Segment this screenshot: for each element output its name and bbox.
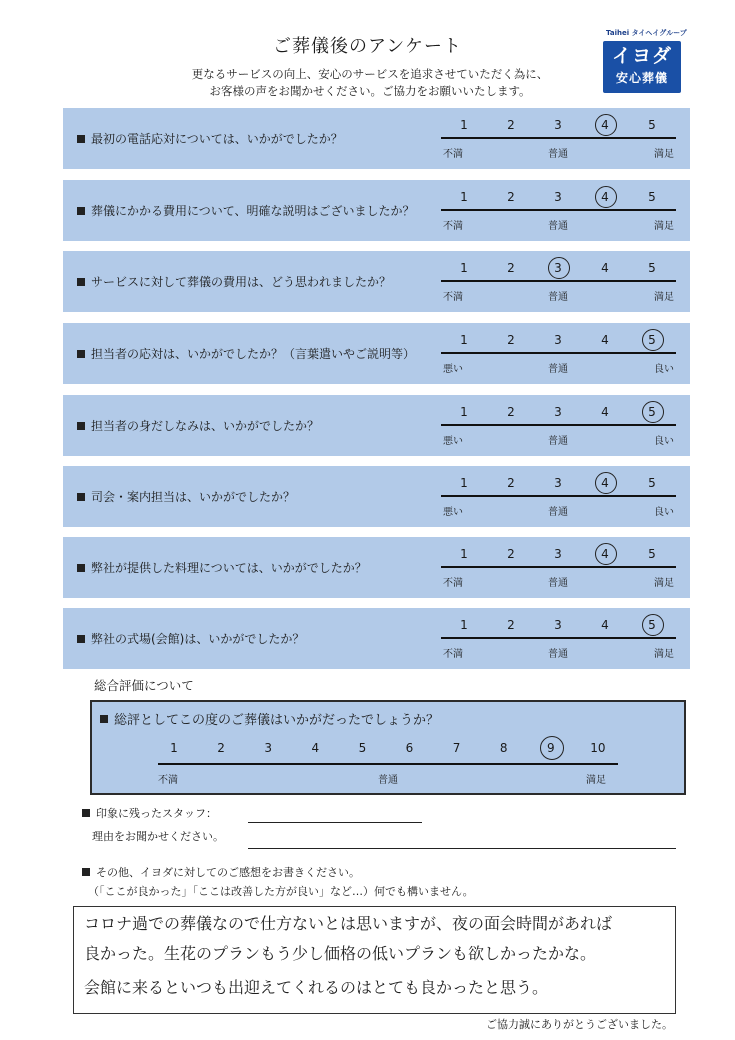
- selected-rating-circle: [595, 186, 617, 208]
- question-panel: [63, 180, 690, 241]
- intro-text: [150, 66, 590, 100]
- scale-low-label: 悪い: [443, 507, 463, 518]
- overall-rating-option-7[interactable]: 7: [452, 741, 461, 755]
- logo-sub-text: 安心葬儀: [615, 71, 668, 85]
- rating-option-3[interactable]: 3: [554, 547, 562, 561]
- logo-badge: [603, 41, 681, 93]
- scale-line: [441, 352, 676, 354]
- rating-option-3[interactable]: 3: [554, 618, 562, 632]
- bullet-square-icon: [77, 278, 85, 286]
- staff-label-text: 印象に残ったスタッフ：: [96, 807, 217, 820]
- rating-scale: [441, 395, 676, 456]
- rating-option-5[interactable]: 5: [648, 190, 656, 204]
- bullet-square-icon: [100, 715, 108, 723]
- selected-rating-circle: [595, 543, 617, 565]
- scale-mid-label: 普通: [548, 364, 568, 375]
- overall-scale-high-label: 満足: [586, 775, 606, 786]
- rating-option-4[interactable]: 4: [601, 261, 609, 275]
- bullet-square-icon: [82, 809, 90, 817]
- question-label: [77, 559, 367, 576]
- logo-group-text: Taihei タイヘイグループ: [606, 29, 687, 37]
- overall-rating-option-10[interactable]: 10: [590, 741, 606, 755]
- reason-label: 理由をお聞かせください。: [92, 830, 224, 843]
- rating-option-1[interactable]: 1: [460, 618, 468, 632]
- rating-option-3[interactable]: 3: [554, 405, 562, 419]
- rating-option-2[interactable]: 2: [507, 261, 515, 275]
- scale-mid-label: 普通: [548, 507, 568, 518]
- scale-low-label: 悪い: [443, 436, 463, 447]
- comments-label: [82, 864, 360, 880]
- handwritten-line-1: コロナ過での葬儀なので仕方ないとは思いますが、夜の面会時間があれば: [84, 914, 613, 933]
- scale-line: [441, 209, 676, 211]
- question-label: [77, 273, 391, 290]
- comments-hint: （「ここが良かった」「ここは改善した方が良い」など…）何でも構いません。: [88, 885, 474, 898]
- rating-option-3[interactable]: 3: [554, 476, 562, 490]
- scale-high-label: 良い: [654, 436, 674, 447]
- overall-rating-option-9[interactable]: 9: [546, 741, 555, 755]
- question-text: 葬儀にかかる費用について、明確な説明はございましたか？: [91, 204, 415, 218]
- bullet-square-icon: [82, 868, 90, 876]
- overall-selected-rating-circle: [540, 736, 564, 760]
- rating-scale: [441, 180, 676, 241]
- selected-rating-circle: [642, 614, 664, 636]
- rating-option-1[interactable]: 1: [460, 190, 468, 204]
- rating-option-5[interactable]: 5: [648, 476, 656, 490]
- scale-high-label: 満足: [654, 578, 674, 589]
- intro-line-2: お客様の声をお聞かせください。ご協力をお願いいたします。: [209, 84, 531, 98]
- scale-line: [441, 280, 676, 282]
- rating-option-4[interactable]: 4: [601, 547, 609, 561]
- rating-option-1[interactable]: 1: [460, 547, 468, 561]
- overall-question-text: 総評としてこの度のご葬儀はいかがだったでしょうか？: [114, 713, 440, 728]
- question-label: [77, 202, 415, 219]
- overall-rating-option-2[interactable]: 2: [217, 741, 225, 755]
- bullet-square-icon: [77, 207, 85, 215]
- scale-low-label: 悪い: [443, 364, 463, 375]
- rating-option-1[interactable]: 1: [460, 118, 468, 132]
- scale-high-label: 満足: [654, 292, 674, 303]
- question-panel: [63, 537, 690, 598]
- selected-rating-circle: [595, 114, 617, 136]
- rating-scale: [441, 466, 676, 527]
- overall-rating-option-3[interactable]: 3: [264, 741, 272, 755]
- comments-label-text: その他、イヨダに対してのご感想をお書きください。: [96, 866, 360, 879]
- scale-mid-label: 普通: [548, 292, 568, 303]
- bullet-square-icon: [77, 564, 85, 572]
- logo-main-text: イヨダ: [611, 45, 672, 67]
- scale-mid-label: 普通: [548, 436, 568, 447]
- intro-line-1: 更なるサービスの向上、安心のサービスを追求させていただく為に、: [191, 67, 549, 81]
- question-label: [77, 130, 343, 147]
- handwritten-line-2: 良かった。生花のプランもう少し価格の低いプランも欲しかったかな。: [84, 944, 597, 963]
- question-text: サービスに対して葬儀の費用は、どう思われましたか？: [91, 275, 392, 289]
- overall-rating-option-8[interactable]: 8: [499, 741, 508, 755]
- rating-option-3[interactable]: 3: [554, 118, 562, 132]
- scale-mid-label: 普通: [548, 221, 568, 232]
- question-panel: [63, 323, 690, 384]
- overall-rating-scale: [158, 740, 618, 790]
- overall-scale-mid-label: 普通: [378, 775, 398, 786]
- selected-rating-circle: [595, 472, 617, 494]
- scale-high-label: 満足: [654, 649, 674, 660]
- thanks-message: ご協力誠にありがとうございました。: [486, 1018, 673, 1031]
- handwritten-line-3: 会館に来るといつも出迎えてくれるのはとても良かったと思う。: [84, 978, 549, 997]
- scale-line: [441, 637, 676, 639]
- overall-panel: [90, 700, 686, 795]
- page-title: ご葬儀後のアンケート: [273, 36, 462, 57]
- scale-low-label: 不満: [443, 149, 463, 160]
- rating-option-2[interactable]: 2: [507, 405, 515, 419]
- question-text: 弊社が提供した料理については、いかがでしたか？: [91, 561, 367, 575]
- bullet-square-icon: [77, 135, 85, 143]
- question-text: 弊社の式場(会館)は、いかがでしたか？: [91, 632, 305, 646]
- company-logo: [603, 28, 685, 93]
- scale-mid-label: 普通: [548, 649, 568, 660]
- scale-high-label: 満足: [654, 149, 674, 160]
- overall-rating-option-6[interactable]: 6: [405, 741, 414, 755]
- rating-scale: [441, 251, 676, 312]
- scale-line: [441, 137, 676, 139]
- rating-option-1[interactable]: 1: [460, 261, 468, 275]
- question-label: [77, 488, 295, 505]
- rating-option-2[interactable]: 2: [507, 547, 515, 561]
- rating-option-2[interactable]: 2: [507, 190, 515, 204]
- scale-mid-label: 普通: [548, 578, 568, 589]
- scale-line: [441, 424, 676, 426]
- rating-option-1[interactable]: 1: [460, 333, 468, 347]
- bullet-square-icon: [77, 635, 85, 643]
- rating-option-2[interactable]: 2: [507, 333, 515, 347]
- rating-option-5[interactable]: 5: [648, 405, 656, 419]
- rating-option-5[interactable]: 5: [648, 261, 656, 275]
- rating-option-4[interactable]: 4: [601, 333, 609, 347]
- scale-low-label: 不満: [443, 292, 463, 303]
- question-label: [77, 630, 304, 647]
- bullet-square-icon: [77, 422, 85, 430]
- comments-textarea[interactable]: [73, 906, 676, 1014]
- rating-scale: [441, 608, 676, 669]
- scale-low-label: 不満: [443, 578, 463, 589]
- rating-option-3[interactable]: 3: [554, 333, 562, 347]
- overall-scale-line: [158, 763, 618, 765]
- staff-name-field[interactable]: [248, 822, 422, 823]
- rating-option-1[interactable]: 1: [460, 405, 468, 419]
- question-panel: [63, 108, 690, 169]
- selected-rating-circle: [642, 401, 664, 423]
- scale-low-label: 不満: [443, 221, 463, 232]
- selected-rating-circle: [548, 257, 570, 279]
- rating-option-4[interactable]: 4: [601, 190, 609, 204]
- rating-option-2[interactable]: 2: [507, 118, 515, 132]
- question-panel: [63, 608, 690, 669]
- question-text: 担当者の応対は、いかがでしたか？（言葉遣いやご説明等）: [91, 347, 416, 361]
- rating-option-2[interactable]: 2: [507, 618, 515, 632]
- rating-option-3[interactable]: 3: [554, 261, 562, 275]
- rating-option-4[interactable]: 4: [601, 118, 609, 132]
- rating-option-5[interactable]: 5: [648, 547, 656, 561]
- rating-option-4[interactable]: 4: [601, 405, 609, 419]
- question-text: 担当者の身だしなみは、いかがでしたか？: [91, 419, 320, 433]
- bullet-square-icon: [77, 493, 85, 501]
- scale-line: [441, 495, 676, 497]
- question-text: 司会・案内担当は、いかがでしたか？: [91, 490, 296, 504]
- reason-field[interactable]: [248, 848, 676, 849]
- overall-heading: 総合評価について: [94, 678, 194, 693]
- question-panel: [63, 466, 690, 527]
- scale-low-label: 不満: [443, 649, 463, 660]
- scale-high-label: 良い: [654, 364, 674, 375]
- rating-option-4[interactable]: 4: [601, 476, 609, 490]
- rating-scale: [441, 108, 676, 169]
- rating-option-5[interactable]: 5: [648, 618, 656, 632]
- rating-option-4[interactable]: 4: [601, 618, 609, 632]
- overall-rating-option-1[interactable]: 1: [170, 741, 178, 755]
- overall-rating-option-4[interactable]: 4: [311, 741, 320, 755]
- selected-rating-circle: [642, 329, 664, 351]
- question-text: 最初の電話応対については、いかがでしたか？: [91, 132, 343, 146]
- overall-rating-option-5[interactable]: 5: [358, 741, 367, 755]
- rating-scale: [441, 323, 676, 384]
- scale-line: [441, 566, 676, 568]
- scale-high-label: 良い: [654, 507, 674, 518]
- question-label: [77, 417, 319, 434]
- scale-high-label: 満足: [654, 221, 674, 232]
- bullet-square-icon: [77, 350, 85, 358]
- scale-mid-label: 普通: [548, 149, 568, 160]
- rating-option-1[interactable]: 1: [460, 476, 468, 490]
- question-label: [77, 345, 415, 362]
- question-panel: [63, 395, 690, 456]
- rating-option-2[interactable]: 2: [507, 476, 515, 490]
- rating-option-5[interactable]: 5: [648, 333, 656, 347]
- rating-scale: [441, 537, 676, 598]
- staff-label: [82, 805, 217, 821]
- rating-option-3[interactable]: 3: [554, 190, 562, 204]
- logo-group-name: [603, 28, 685, 38]
- rating-option-5[interactable]: 5: [648, 118, 656, 132]
- overall-question: [100, 709, 439, 728]
- question-panel: [63, 251, 690, 312]
- overall-scale-low-label: 不満: [158, 775, 178, 786]
